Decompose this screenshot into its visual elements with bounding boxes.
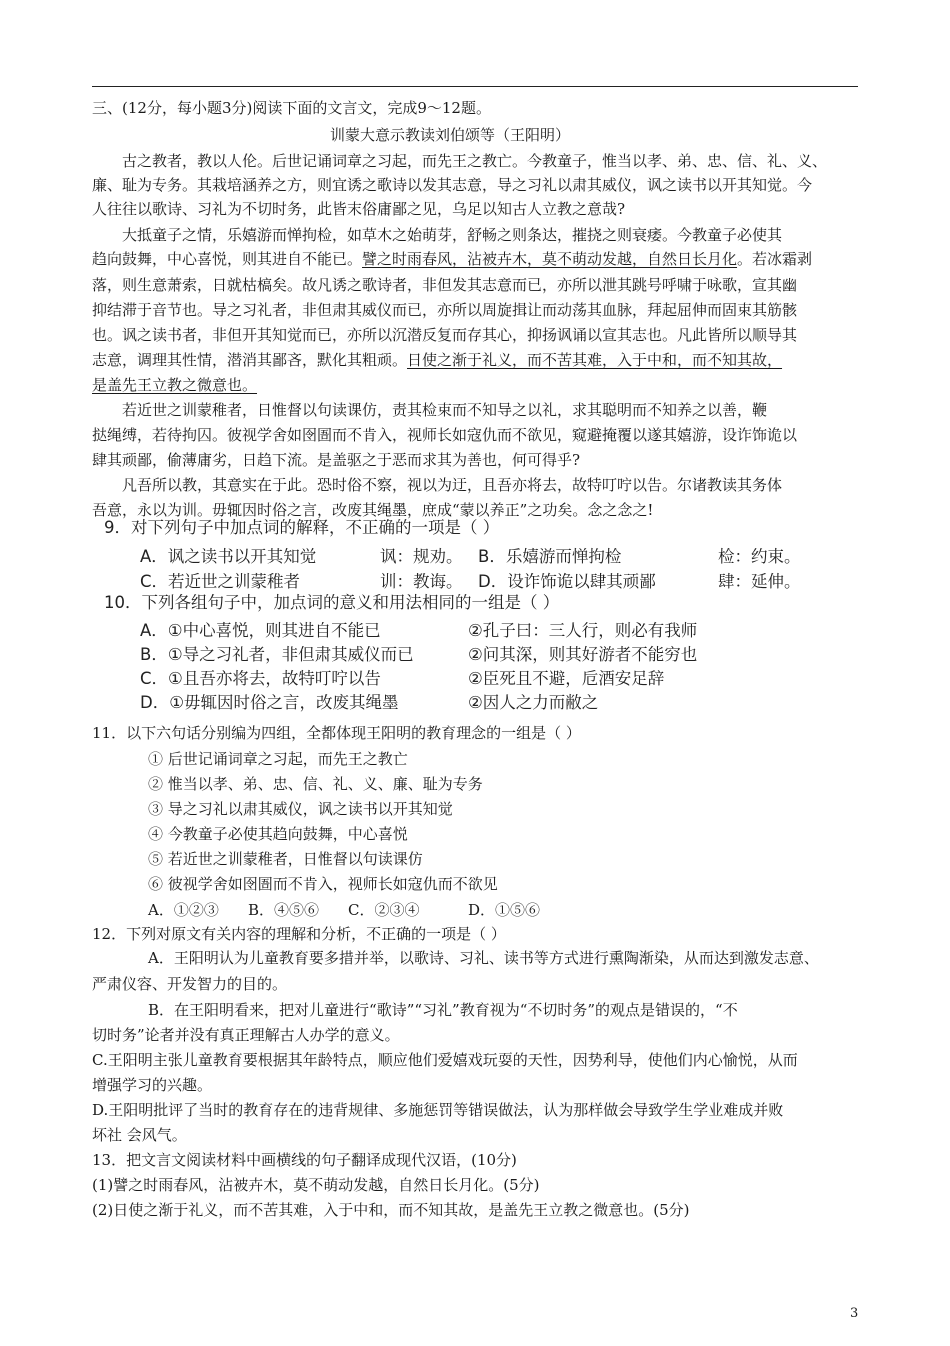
q11-item: ① 后世记诵词章之习起，而先王之教亡: [148, 750, 408, 768]
q11-option-b: B．④⑤⑥: [248, 901, 320, 919]
q9-option-b-note: 检：约束。: [718, 547, 801, 566]
q9-option-d-note: 肆：延伸。: [718, 572, 801, 591]
q11-item: ⑥ 彼视学舍如囹圄而不肯入，视师长如寇仇而不欲见: [148, 875, 498, 893]
passage-line: 吾意，永以为训。毋辄因时俗之言，改废其绳墨，庶成“蒙以养正”之功矣。念之念之!: [92, 501, 654, 519]
underlined-sentence-2-end: 是盖先王立教之微意也。: [92, 376, 258, 394]
q10-option-d1: D．①毋辄因时俗之言，改废其绳墨: [140, 693, 399, 712]
q12-line: A．王阳明认为儿童教育要多措并举，以歌诗、习礼、读书等方式进行熏陶渐染，从而达到激发志意、: [148, 949, 819, 967]
passage-line: 凡吾所以教，其意实在于此。恐时俗不察，视以为迂，且吾亦将去，故特叮咛以告。尔诸教读其务体: [122, 476, 783, 494]
q10-option-a2: ②孔子曰：三人行，则必有我师: [468, 621, 698, 640]
q10-option-a1: A．①中心喜悦，则其进自不能已: [140, 621, 381, 640]
q13-stem: 13．把文言文阅读材料中画横线的句子翻译成现代汉语，(10分): [92, 1151, 517, 1169]
q10-option-b2: ②问其深，则其好游者不能穷也: [468, 645, 698, 664]
passage-line: 趋向鼓舞，中心喜悦，则其进自不能已。譬之时雨春风，沾被卉木，莫不萌动发越，自然日长月化。若冰霜剥: [92, 250, 813, 268]
q11-stem: 11．以下六句话分别编为四组，全都体现王阳明的教育理念的一组是（ ）: [92, 724, 581, 742]
passage-title: 训蒙大意示教读刘伯颂等（王阳明）: [330, 126, 571, 144]
q11-option-c: C．②③④: [348, 901, 420, 919]
section-heading: 三、(12分，每小题3分)阅读下面的文言文，完成9～12题。: [92, 99, 491, 117]
q13-sentence-2: (2)日使之渐于礼义，而不苦其难，入于中和，而不知其故，是盖先王立教之微意也。(5分): [92, 1201, 690, 1219]
passage-line: 廉、耻为专务。其栽培涵养之方，则宜诱之歌诗以发其志意，导之习礼以肃其威仪，讽之读书以开其知觉。今: [92, 176, 813, 194]
passage-line: 挞绳缚，若待拘囚。彼视学舍如囹圄而不肯入，视师长如寇仇而不欲见，窥避掩覆以遂其嬉游，设诈饰诡以: [92, 426, 798, 444]
q10-option-b1: B．①导之习礼者，非但肃其威仪而已: [140, 645, 414, 664]
q11-option-d: D．①⑤⑥: [468, 901, 541, 919]
q12-line: D.王阳明批评了当时的教育存在的违背规律、多施惩罚等错误做法，认为那样做会导致学生学业难成并败: [92, 1101, 784, 1119]
q11-item: ④ 今教童子必使其趋向鼓舞，中心喜悦: [148, 825, 408, 843]
passage-line: 志意，调理其性情，潜消其鄙吝，默化其粗顽。日使之渐于礼义，而不苦其难，入于中和，而不知其故，: [92, 351, 783, 369]
passage-line: 肆其顽鄙，偷薄庸劣，日趋下流。是盖驱之于恶而求其为善也，何可得乎?: [92, 451, 581, 469]
underlined-sentence-2: 日使之渐于礼义，而不苦其难，入于中和，而不知其故，: [407, 351, 783, 369]
q9-option-c: C．若近世之训蒙稚者: [140, 572, 301, 591]
q12-line: B．在王阳明看来，把对儿童进行“歌诗”“习礼”教育视为“不切时务”的观点是错误的，“不: [148, 1001, 738, 1019]
q12-line: 切时务”论者并没有真正理解古人办学的意义。: [92, 1026, 400, 1044]
passage-line: 也。讽之读书者，非但开其知觉而已，亦所以沉潜反复而存其心，抑扬讽诵以宣其志也。凡此皆所以顺导其: [92, 326, 798, 344]
q11-item: ⑤ 若近世之训蒙稚者，日惟督以句读课仿: [148, 850, 423, 868]
underlined-sentence-1: 譬之时雨春风，沾被卉木，莫不萌动发越，自然日长月化: [362, 250, 738, 268]
q9-option-c-note: 训：教诲。: [380, 572, 463, 591]
passage-line: 人往往以歌诗、习礼为不切时务，此皆末俗庸鄙之见，乌足以知古人立教之意哉?: [92, 200, 626, 218]
q13-sentence-1: (1)譬之时雨春风，沾被卉木，莫不萌动发越，自然日长月化。(5分): [92, 1176, 540, 1194]
q9-option-a: A．讽之读书以开其知觉: [140, 547, 317, 566]
q10-stem: 10．下列各组句子中，加点词的意义和用法相同的一组是（ ）: [104, 593, 560, 612]
passage-line: 古之教者，教以人伦。后世记诵词章之习起，而先王之教亡。今教童子，惟当以孝、弟、忠、信、礼、义、: [122, 152, 828, 170]
q12-line: C.王阳明主张儿童教育要根据其年龄特点，顺应他们爱嬉戏玩耍的天性，因势利导，使他们内心愉悦，从而: [92, 1051, 798, 1069]
q12-line: 增强学习的兴趣。: [92, 1076, 213, 1094]
page-number: 3: [850, 1306, 859, 1321]
top-rule: [92, 86, 858, 87]
q11-item: ③ 导之习礼以肃其威仪，讽之读书以开其知觉: [148, 800, 453, 818]
q12-stem: 12．下列对原文有关内容的理解和分析，不正确的一项是（ ）: [92, 925, 506, 943]
q10-option-c1: C．①且吾亦将去，故特叮咛以告: [140, 669, 381, 688]
q11-option-a: A．①②③: [148, 901, 219, 919]
q10-option-c2: ②臣死且不避，卮酒安足辞: [468, 669, 665, 688]
passage-line: 抑结滞于音节也。导之习礼者，非但肃其威仪而已，亦所以周旋揖让而动荡其血脉，拜起屈伸而固束其筋骸: [92, 301, 798, 319]
q9-option-b: B．乐嬉游而惮拘检: [478, 547, 622, 566]
q9-option-d: D．设诈饰诡以肆其顽鄙: [478, 572, 656, 591]
q12-line: 严肃仪容、开发智力的目的。: [92, 975, 288, 993]
q11-item: ② 惟当以孝、弟、忠、信、礼、义、廉、耻为专务: [148, 775, 483, 793]
passage-line: 大抵童子之情，乐嬉游而惮拘检，如草木之始萌芽，舒畅之则条达，摧挠之则衰痿。今教童子必使其: [122, 226, 783, 244]
q12-line: 坏社 会风气。: [92, 1126, 187, 1144]
q10-option-d2: ②因人之力而敝之: [468, 693, 599, 712]
passage-line: 若近世之训蒙稚者，日惟督以句读课仿，责其检束而不知导之以礼，求其聪明而不知养之以善，鞭: [122, 401, 768, 419]
q9-option-a-note: 讽：规劝。: [380, 547, 463, 566]
passage-line: 落，则生意萧索，日就枯槁矣。故凡诱之歌诗者，非但发其志意而已，亦所以泄其跳号呼啸于咏歌，宣其幽: [92, 276, 798, 294]
q9-stem: 9．对下列句子中加点词的解释，不正确的一项是（ ）: [104, 518, 500, 537]
